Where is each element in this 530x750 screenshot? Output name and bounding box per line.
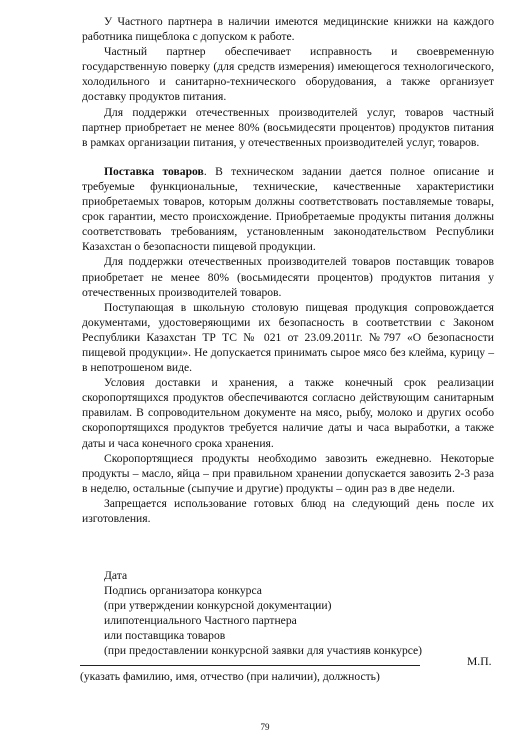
paragraph-ready-meals: Запрещается использование готовых блюд на следующий день после их изготовления. [82,496,494,525]
document-body [82,14,494,526]
paragraph-storage: Условия доставки и хранения, а также конечный срок реализации скоропортящихся продуктов обеспечиваются согласно действующим санитарным правилам. В сопроводительном документе на мясо, рыбу, молоко и других особо скоропортящихся продуктов требуется наличие даты и часа выработки, а также даты и часа конечного срока хранения. [82,376,494,450]
supply-text: В техническом задании дается полное описание и требуемые функциональные, технические, качественные характеристики приобретаемых товаров, которым должны соответствовать поставляемые товары, срок гарантии, место происхождение. Приобретаемые продукты питания должны соответствовать требованиям, установленным законодательством Республики Казахстан о безопасности пищевой продукции. [82,164,495,254]
signature-line-5: (при предоставлении конкурсной заявки для участияв конкурсе) [104,644,423,658]
supply-heading: Поставка товаров [104,164,204,178]
paragraph-supply: Поставка товаров. В техническом задании дается полное описание и требуемые функциональные, технические, качественные характеристики приобретаемых товаров, которым должны соответствовать поставляемые товары, срок гарантии, место происхождение. Приобретаемые продукты питания должны соответствовать требованиям, установленным законодательством Республики Казахстан о безопасности пищевой продукции. [82,164,495,254]
signature-date: Дата [104,569,128,582]
signature-line-1: Подпись организатора конкурса [104,584,262,598]
paragraph-equipment: Частный партнер обеспечивает исправность и своевременную государственную поверку (для средств измерения) имеющегося технологического, холодильного и санитарно-технического оборудования, а также организует доставку продуктов питания. [82,45,494,104]
signature-line-2: (при утверждении конкурсной документации) [104,599,332,613]
signature-underline [80,665,420,666]
page-number: 79 [260,722,270,732]
stamp-label: М.П. [467,655,492,668]
signature-line-4: или поставщика товаров [104,629,226,643]
paragraph-medical-books: У Частного партнера в наличии имеются медицинские книжки на каждого работника пищеблока с допуском к работе. [82,15,494,44]
paragraph-domestic-goods: Для поддержки отечественных производителей товаров поставщик товаров приобретает не менее 80% (восьмидесяти процентов) продуктов питания у отечественных производителей товаров. [82,255,494,299]
signature-caption: (указать фамилию, имя, отчество (при наличии), должность) [80,670,380,683]
paragraph-documents: Поступающая в школьную столовую пищевая продукция сопровождается документами, удостоверяющими их безопасность в соответствии с Законом Республики Казахстан ТР ТС № 021 от 23.09.2011г. №797 «О безопасности пищевой продукции». Не допускается принимать сырое мясо без клейма, курицу – в непотрошеном виде. [82,300,494,375]
signature-line-3: илипотенциального Частного партнера [104,614,297,628]
paragraph-domestic-services: Для поддержки отечественных производителей услуг, товаров частный партнер приобретает не менее 80% (восьмидесяти процентов) продуктов питания в рамках организации питания, у отечественных производителей услуг, товаров. [82,105,494,149]
paragraph-perishables: Скоропортящиеся продукты необходимо завозить ежедневно. Некоторые продукты – масло, яйца – при правильном хранении допускается завозить 2-3 раза в неделю, остальные (сыпучие и другие) продукты – один раз в две недели. [82,451,494,495]
signature-block [104,568,494,659]
